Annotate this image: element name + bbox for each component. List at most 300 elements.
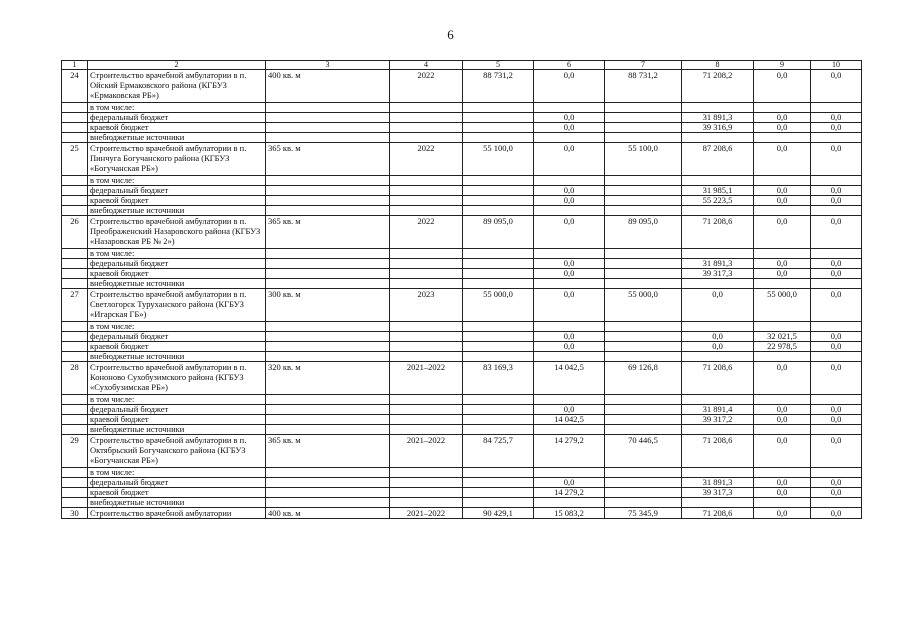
empty-cell [266,322,390,332]
federal-value: 0,0 [682,332,754,342]
value-col9: 0,0 [754,143,811,176]
empty-cell [62,415,88,425]
project-years: 2022 [390,143,463,176]
empty-cell [390,176,463,186]
regional-value: 0,0 [754,196,811,206]
empty-cell [463,186,534,196]
empty-cell [682,133,754,143]
value-col8: 71 208,6 [682,362,754,395]
incl-label: в том числе: [88,103,266,113]
empty-cell [463,279,534,289]
empty-cell [62,123,88,133]
empty-cell [534,176,605,186]
regional-value: 0,0 [534,123,605,133]
empty-cell [390,488,463,498]
empty-cell [62,352,88,362]
empty-cell [62,206,88,216]
regional-value: 0,0 [811,123,862,133]
empty-cell [390,332,463,342]
empty-cell [266,123,390,133]
empty-cell [62,405,88,415]
incl-row [62,176,862,186]
empty-cell [754,425,811,435]
header-cell: 5 [463,61,534,70]
incl-row [62,249,862,259]
total-cost: 90 429,1 [463,508,534,519]
regional-value: 0,0 [811,196,862,206]
regional-row [62,488,862,498]
empty-cell [463,332,534,342]
empty-cell [390,415,463,425]
incl-row [62,103,862,113]
federal-value: 31 985,1 [682,186,754,196]
regional-value: 39 317,3 [682,269,754,279]
empty-cell [463,488,534,498]
empty-cell [62,259,88,269]
regional-value: 22 978,5 [754,342,811,352]
empty-cell [266,113,390,123]
regional-value: 39 317,3 [682,488,754,498]
empty-cell [534,206,605,216]
value-col7: 55 100,0 [605,143,682,176]
header-cell: 8 [682,61,754,70]
empty-cell [811,206,862,216]
project-row [62,435,862,468]
offbudget-label: внебюджетные источники [88,133,266,143]
empty-cell [811,133,862,143]
regional-label: краевой бюджет [88,196,266,206]
row-number: 25 [62,143,88,176]
federal-value [605,186,682,196]
empty-cell [62,113,88,123]
header-cell: 10 [811,61,862,70]
empty-cell [463,322,534,332]
value-col7: 89 095,0 [605,216,682,249]
header-cell: 1 [62,61,88,70]
empty-cell [463,352,534,362]
regional-value: 14 042,5 [534,415,605,425]
value-col6: 0,0 [534,289,605,322]
empty-cell [463,103,534,113]
total-cost: 89 095,0 [463,216,534,249]
project-years: 2021–2022 [390,362,463,395]
empty-cell [811,176,862,186]
empty-cell [266,425,390,435]
federal-row [62,405,862,415]
empty-cell [390,395,463,405]
federal-row [62,186,862,196]
empty-cell [682,352,754,362]
empty-cell [605,322,682,332]
regional-value: 0,0 [754,488,811,498]
empty-cell [62,395,88,405]
empty-cell [390,196,463,206]
empty-cell [534,468,605,478]
header-cell: 7 [605,61,682,70]
federal-value: 0,0 [534,332,605,342]
federal-value: 0,0 [754,405,811,415]
empty-cell [534,279,605,289]
table-body [62,61,862,519]
empty-cell [266,249,390,259]
empty-cell [62,488,88,498]
federal-row [62,478,862,488]
empty-cell [62,279,88,289]
project-area: 320 кв. м [266,362,390,395]
empty-cell [605,206,682,216]
regional-value: 0,0 [754,123,811,133]
empty-cell [266,176,390,186]
regional-value [605,488,682,498]
incl-label: в том числе: [88,176,266,186]
empty-cell [62,176,88,186]
empty-cell [390,352,463,362]
empty-cell [62,133,88,143]
offbudget-label: внебюджетные источники [88,352,266,362]
federal-value [605,113,682,123]
value-col7: 75 345,9 [605,508,682,519]
empty-cell [682,279,754,289]
total-cost: 55 100,0 [463,143,534,176]
federal-value: 31 891,4 [682,405,754,415]
empty-cell [390,279,463,289]
empty-cell [463,113,534,123]
empty-cell [62,249,88,259]
federal-value [605,405,682,415]
value-col9: 0,0 [754,216,811,249]
project-years: 2021–2022 [390,435,463,468]
empty-cell [811,352,862,362]
value-col8: 0,0 [682,289,754,322]
budget-table [61,60,862,519]
federal-value: 31 891,3 [682,259,754,269]
empty-cell [463,249,534,259]
empty-cell [534,249,605,259]
offbudget-label: внебюджетные источники [88,206,266,216]
empty-cell [534,103,605,113]
offbudget-label: внебюджетные источники [88,498,266,508]
value-col8: 87 208,6 [682,143,754,176]
empty-cell [62,468,88,478]
regional-value: 39 316,9 [682,123,754,133]
offbudget-row [62,498,862,508]
offbudget-label: внебюджетные источники [88,425,266,435]
regional-value: 0,0 [754,415,811,425]
empty-cell [463,259,534,269]
regional-row [62,123,862,133]
project-row [62,289,862,322]
empty-cell [682,176,754,186]
empty-cell [390,123,463,133]
regional-row [62,269,862,279]
federal-value: 0,0 [534,259,605,269]
federal-row [62,332,862,342]
federal-value [605,478,682,488]
empty-cell [605,395,682,405]
total-cost: 83 169,3 [463,362,534,395]
value-col9: 55 000,0 [754,289,811,322]
header-cell: 2 [88,61,266,70]
regional-value: 14 279,2 [534,488,605,498]
federal-value: 0,0 [811,259,862,269]
regional-value [605,123,682,133]
federal-value: 32 021,5 [754,332,811,342]
federal-value [605,259,682,269]
empty-cell [62,196,88,206]
empty-cell [605,468,682,478]
empty-cell [266,133,390,143]
federal-value: 0,0 [811,405,862,415]
empty-cell [682,322,754,332]
empty-cell [605,133,682,143]
empty-cell [390,269,463,279]
row-number: 24 [62,70,88,103]
empty-cell [463,478,534,488]
federal-value: 0,0 [754,478,811,488]
empty-cell [754,322,811,332]
incl-label: в том числе: [88,249,266,259]
row-number: 29 [62,435,88,468]
project-years: 2021–2022 [390,508,463,519]
regional-value: 0,0 [682,342,754,352]
empty-cell [266,415,390,425]
value-col6: 0,0 [534,216,605,249]
value-col10: 0,0 [811,216,862,249]
row-number: 26 [62,216,88,249]
empty-cell [62,186,88,196]
offbudget-row [62,279,862,289]
project-area: 365 кв. м [266,216,390,249]
incl-row [62,468,862,478]
empty-cell [754,498,811,508]
regional-value [605,415,682,425]
value-col8: 71 208,6 [682,508,754,519]
value-col7: 69 126,8 [605,362,682,395]
regional-row [62,415,862,425]
empty-cell [605,249,682,259]
header-cell: 3 [266,61,390,70]
federal-value: 0,0 [534,478,605,488]
regional-label: краевой бюджет [88,488,266,498]
empty-cell [390,249,463,259]
empty-cell [266,186,390,196]
value-col9: 0,0 [754,435,811,468]
value-col10: 0,0 [811,70,862,103]
page-number: 6 [447,27,454,42]
empty-cell [811,103,862,113]
offbudget-row [62,425,862,435]
empty-cell [811,395,862,405]
value-col9: 0,0 [754,508,811,519]
federal-value: 31 891,3 [682,478,754,488]
empty-cell [463,123,534,133]
value-col9: 0,0 [754,362,811,395]
project-years: 2022 [390,216,463,249]
empty-cell [682,395,754,405]
incl-label: в том числе: [88,322,266,332]
federal-value: 0,0 [534,186,605,196]
federal-value: 0,0 [534,113,605,123]
project-name: Строительство врачебной амбулатории в п. Светлогорск Туруханского района (КГБУЗ «Игарская ГБ») [88,289,266,322]
offbudget-row [62,133,862,143]
empty-cell [266,342,390,352]
federal-label: федеральный бюджет [88,332,266,342]
project-row [62,143,862,176]
federal-row [62,113,862,123]
row-number: 28 [62,362,88,395]
value-col9: 0,0 [754,70,811,103]
row-number: 30 [62,508,88,519]
federal-value: 0,0 [811,478,862,488]
federal-value: 0,0 [754,186,811,196]
incl-row [62,322,862,332]
federal-value: 0,0 [754,113,811,123]
empty-cell [390,133,463,143]
empty-cell [390,113,463,123]
project-row [62,216,862,249]
empty-cell [754,468,811,478]
regional-label: краевой бюджет [88,415,266,425]
empty-cell [811,425,862,435]
project-years: 2023 [390,289,463,322]
empty-cell [266,395,390,405]
empty-cell [266,352,390,362]
empty-cell [62,342,88,352]
federal-value: 0,0 [811,332,862,342]
regional-value [605,196,682,206]
empty-cell [463,196,534,206]
empty-cell [266,279,390,289]
empty-cell [62,103,88,113]
empty-cell [390,186,463,196]
empty-cell [534,133,605,143]
federal-row [62,259,862,269]
empty-cell [605,352,682,362]
value-col10: 0,0 [811,435,862,468]
project-row [62,508,862,519]
value-col6: 14 279,2 [534,435,605,468]
project-area: 365 кв. м [266,143,390,176]
empty-cell [754,133,811,143]
empty-cell [390,322,463,332]
incl-label: в том числе: [88,395,266,405]
federal-value: 0,0 [534,405,605,415]
value-col10: 0,0 [811,362,862,395]
regional-value: 0,0 [534,269,605,279]
regional-value: 0,0 [754,269,811,279]
regional-value [605,269,682,279]
empty-cell [390,259,463,269]
empty-cell [682,468,754,478]
value-col8: 71 208,6 [682,435,754,468]
empty-cell [682,498,754,508]
total-cost: 88 731,2 [463,70,534,103]
regional-value: 0,0 [534,342,605,352]
value-col7: 88 731,2 [605,70,682,103]
empty-cell [266,468,390,478]
empty-cell [605,425,682,435]
project-name: Строительство врачебной амбулатории в п. Ойский Ермаковского района (КГБУЗ «Ермаковская РБ») [88,70,266,103]
value-col6: 14 042,5 [534,362,605,395]
regional-value: 39 317,2 [682,415,754,425]
regional-row [62,342,862,352]
empty-cell [62,425,88,435]
empty-cell [754,249,811,259]
empty-cell [463,415,534,425]
empty-cell [682,425,754,435]
federal-label: федеральный бюджет [88,259,266,269]
federal-value: 0,0 [811,113,862,123]
empty-cell [605,498,682,508]
empty-cell [605,279,682,289]
regional-label: краевой бюджет [88,269,266,279]
value-col6: 15 083,2 [534,508,605,519]
project-name: Строительство врачебной амбулатории [88,508,266,519]
project-name: Строительство врачебной амбулатории в п. Преображенский Назаровского района (КГБУЗ «Назаровская РБ № 2») [88,216,266,249]
row-number: 27 [62,289,88,322]
empty-cell [390,206,463,216]
empty-cell [463,342,534,352]
empty-cell [682,206,754,216]
regional-value: 0,0 [811,269,862,279]
empty-cell [605,103,682,113]
empty-cell [266,405,390,415]
empty-cell [605,176,682,186]
value-col7: 70 446,5 [605,435,682,468]
federal-value [605,332,682,342]
empty-cell [811,322,862,332]
offbudget-label: внебюджетные источники [88,279,266,289]
project-area: 400 кв. м [266,70,390,103]
regional-value: 55 223,5 [682,196,754,206]
empty-cell [390,498,463,508]
empty-cell [811,279,862,289]
total-cost: 84 725,7 [463,435,534,468]
project-name: Строительство врачебной амбулатории в п. Кононово Сухобузимского района (КГБУЗ «Сухобузимская РБ») [88,362,266,395]
empty-cell [266,269,390,279]
empty-cell [266,498,390,508]
value-col10: 0,0 [811,143,862,176]
empty-cell [463,176,534,186]
empty-cell [266,259,390,269]
empty-cell [463,395,534,405]
empty-cell [390,478,463,488]
incl-row [62,395,862,405]
empty-cell [534,498,605,508]
empty-cell [811,249,862,259]
empty-cell [754,395,811,405]
empty-cell [390,405,463,415]
empty-cell [266,206,390,216]
header-row [62,61,862,70]
header-cell: 6 [534,61,605,70]
regional-value [605,342,682,352]
federal-label: федеральный бюджет [88,113,266,123]
header-cell: 9 [754,61,811,70]
value-col10: 0,0 [811,289,862,322]
empty-cell [463,405,534,415]
empty-cell [754,352,811,362]
federal-label: федеральный бюджет [88,186,266,196]
empty-cell [811,498,862,508]
value-col10: 0,0 [811,508,862,519]
empty-cell [463,133,534,143]
empty-cell [754,279,811,289]
empty-cell [390,425,463,435]
federal-label: федеральный бюджет [88,478,266,488]
empty-cell [266,103,390,113]
project-row [62,70,862,103]
